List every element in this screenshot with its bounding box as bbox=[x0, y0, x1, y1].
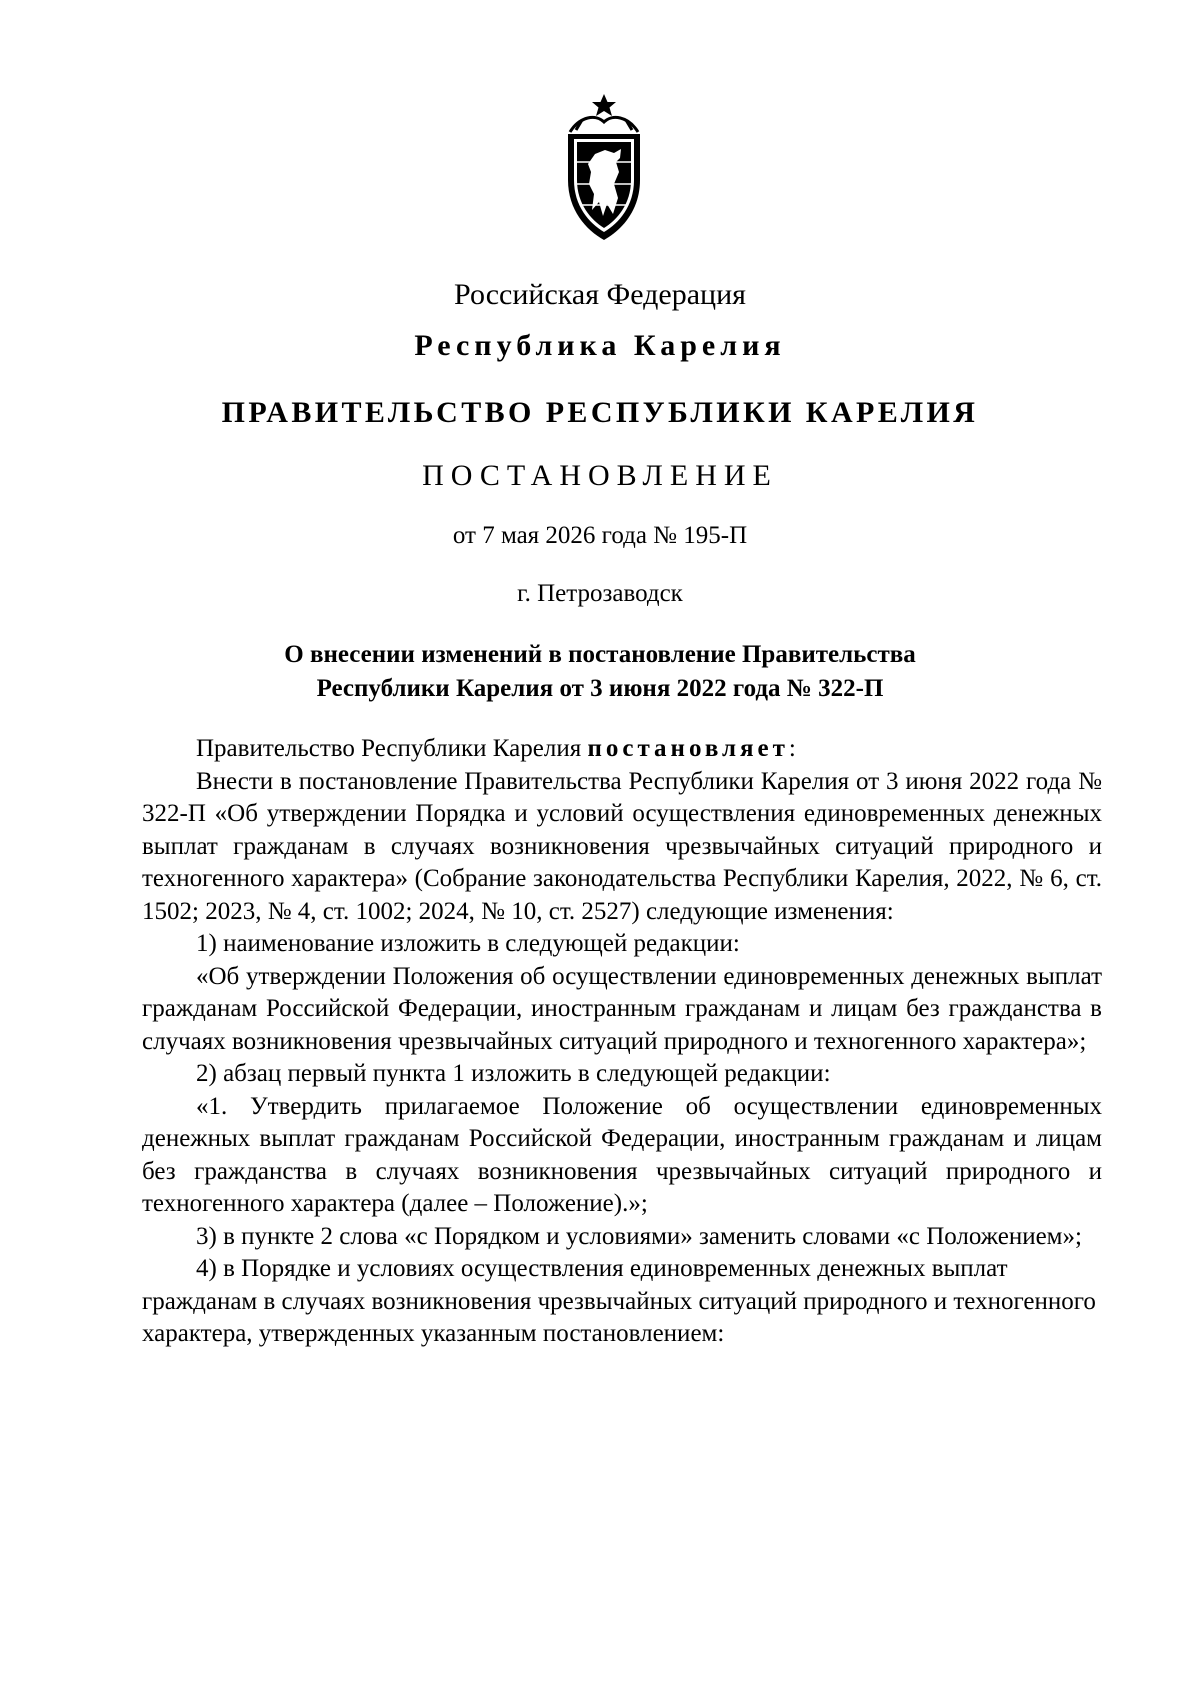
document-title-line-1: О внесении изменений в постановление Правительства bbox=[284, 641, 916, 668]
paragraph-7: 4) в Порядке и условиях осуществления единовременных денежных выплат гражданам в случаях возникновения чрезвычайных ситуаций природного и техногенного характера, утвержденных указанным постановлением: bbox=[142, 1255, 1096, 1347]
paragraph-6: 3) в пункте 2 слова «с Порядком и условиями» заменить словами «с Положением»; bbox=[196, 1222, 1082, 1250]
document-type: ПОСТАНОВЛЕНИЕ bbox=[422, 459, 778, 492]
paragraph-5: «1. Утвердить прилагаемое Положение об осуществлении единовременных денежных выплат гражданам Российской Федерации, иностранным гражданам и лицам без гражданства в случаях возникновения чрезвычайных ситуаций природного и техногенного характера (далее – Положение).»; bbox=[142, 1092, 1102, 1217]
preamble bbox=[142, 733, 1102, 766]
preamble-lead: Правительство Республики Карелия bbox=[196, 735, 588, 762]
document-date-number: от 7 мая 2026 года № 195-П bbox=[452, 522, 748, 549]
coat-of-arms-icon bbox=[562, 92, 646, 242]
paragraph-4: 2) абзац первый пункта 1 изложить в следующей редакции: bbox=[196, 1060, 831, 1087]
paragraph-2: 1) наименование изложить в следующей редакции: bbox=[196, 930, 740, 957]
country-name: Российская Федерация bbox=[454, 278, 746, 311]
paragraph-3: «Об утверждении Положения об осуществлении единовременных денежных выплат гражданам Российской Федерации, иностранным гражданам и лицам без гражданства в случаях возникновения чрезвычайных ситуаций природного и техногенного характера»; bbox=[142, 962, 1102, 1055]
paragraph-1: Внести в постановление Правительства Республики Карелия от 3 июня 2022 года № 322-П «Об утверждении Порядка и условий осуществления единовременных денежных выплат гражданам в случаях возникновения чрезвычайных ситуаций природного и техногенного характера» (Собрание законодательства Республики Карелия, 2022, № 6, ст. 1502; 2023, № 4, ст. 1002; 2024, № 10, ст. 2527) следующие изменения: bbox=[142, 767, 1102, 925]
government-name: ПРАВИТЕЛЬСТВО РЕСПУБЛИКИ КАРЕЛИЯ bbox=[221, 396, 979, 429]
document-body bbox=[142, 733, 1102, 1351]
document-city: г. Петрозаводск bbox=[517, 580, 683, 607]
preamble-end: : bbox=[788, 735, 796, 762]
document-title-line-2: Республики Карелия от 3 июня 2022 года № 322-П bbox=[316, 675, 884, 702]
preamble-verb: постановляет bbox=[587, 735, 789, 762]
republic-name: Республика Карелия bbox=[414, 329, 786, 362]
